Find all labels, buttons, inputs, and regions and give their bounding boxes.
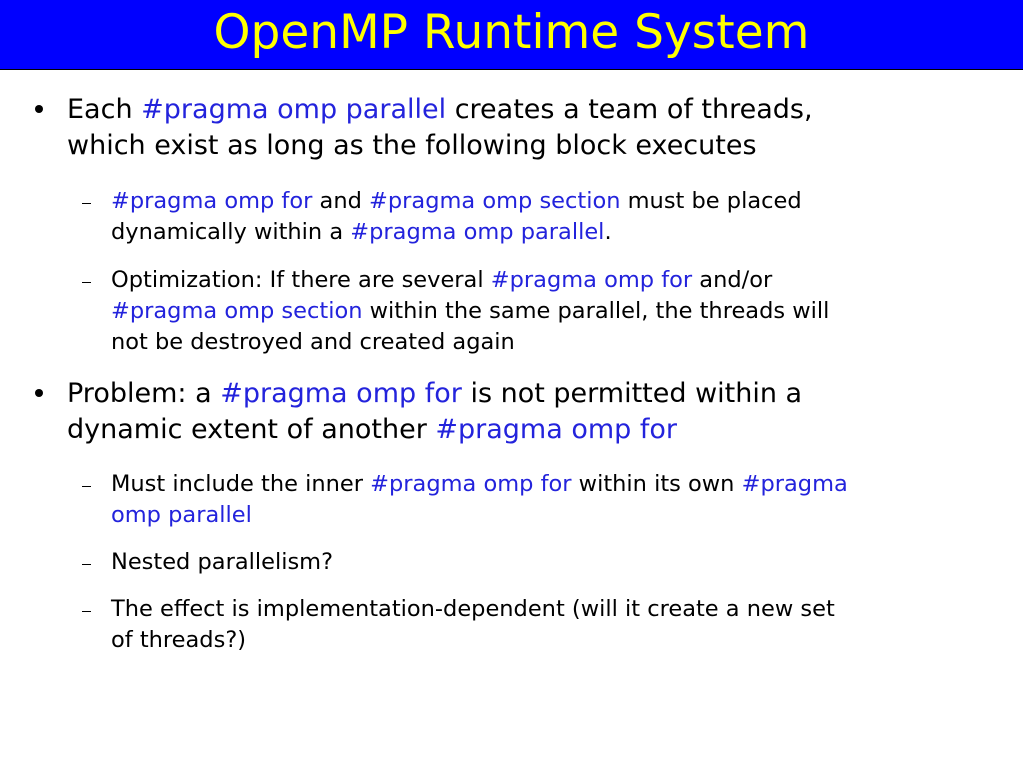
text-line — [111, 186, 802, 217]
code-keyword: #pragma omp section — [369, 188, 621, 214]
plain-text: which exist as long as the following block executes — [67, 130, 757, 161]
code-keyword: #pragma omp for — [435, 414, 678, 445]
sub-bullet-item — [111, 265, 829, 358]
text-line — [111, 625, 835, 656]
plain-text: within its own — [571, 471, 742, 497]
plain-text: Optimization: If there are several — [111, 267, 491, 293]
code-keyword: #pragma omp section — [111, 298, 363, 324]
plain-text: . — [604, 219, 612, 245]
plain-text: Each — [67, 94, 142, 125]
sub-bullet-item — [111, 186, 802, 248]
plain-text: dynamically within a — [111, 219, 351, 245]
sub-bullet-text — [111, 186, 802, 248]
plain-text: creates a team of threads, — [446, 94, 813, 125]
plain-text: is not permitted within a — [461, 378, 803, 409]
plain-text: The effect is implementation-dependent (will it create a new set — [111, 596, 835, 622]
plain-text: dynamic extent of another — [67, 414, 436, 445]
sub-bullet-item — [111, 594, 835, 656]
plain-text: and/or — [692, 267, 773, 293]
text-line — [111, 327, 829, 358]
code-keyword: #pragma omp for — [490, 267, 693, 293]
text-line — [67, 412, 802, 448]
bullet-item — [67, 92, 813, 164]
text-line — [67, 92, 813, 128]
sub-bullet-text — [111, 594, 835, 656]
code-keyword: #pragma omp for — [220, 378, 462, 409]
text-line — [111, 296, 829, 327]
bullet-dash-icon — [82, 486, 91, 487]
plain-text: within the same parallel, the threads will — [362, 298, 830, 324]
text-line — [67, 376, 802, 412]
text-line — [111, 469, 848, 500]
plain-text: of threads?) — [111, 627, 247, 653]
bullet-text — [67, 376, 802, 448]
text-line — [111, 265, 829, 296]
bullet-dash-icon — [82, 203, 91, 204]
sub-bullet-text — [111, 265, 829, 358]
plain-text: must be placed — [620, 188, 802, 214]
text-line — [67, 128, 813, 164]
sub-bullet-item — [111, 469, 848, 531]
bullet-dash-icon — [82, 611, 91, 612]
bullet-dot-icon — [35, 389, 43, 397]
bullet-text — [67, 92, 813, 164]
plain-text: not be destroyed and created again — [111, 329, 515, 355]
code-keyword: #pragma — [741, 471, 848, 497]
code-keyword: omp parallel — [111, 502, 252, 528]
bullet-dash-icon — [82, 282, 91, 283]
plain-text: Problem: a — [67, 378, 221, 409]
code-keyword: #pragma omp parallel — [350, 219, 605, 245]
text-line — [111, 217, 802, 248]
sub-bullet-text — [111, 469, 848, 531]
slide-title: OpenMP Runtime System — [213, 5, 810, 60]
code-keyword: #pragma omp parallel — [141, 94, 447, 125]
sub-bullet-item — [111, 547, 333, 578]
text-line — [111, 547, 333, 578]
plain-text: Must include the inner — [111, 471, 371, 497]
sub-bullet-text — [111, 547, 333, 578]
plain-text: and — [312, 188, 370, 214]
plain-text: Nested parallelism? — [111, 549, 334, 575]
bullet-item — [67, 376, 802, 448]
text-line — [111, 594, 835, 625]
bullet-dot-icon — [35, 105, 43, 113]
code-keyword: #pragma omp for — [370, 471, 572, 497]
code-keyword: #pragma omp for — [111, 188, 313, 214]
bullet-dash-icon — [82, 564, 91, 565]
text-line — [111, 500, 848, 531]
